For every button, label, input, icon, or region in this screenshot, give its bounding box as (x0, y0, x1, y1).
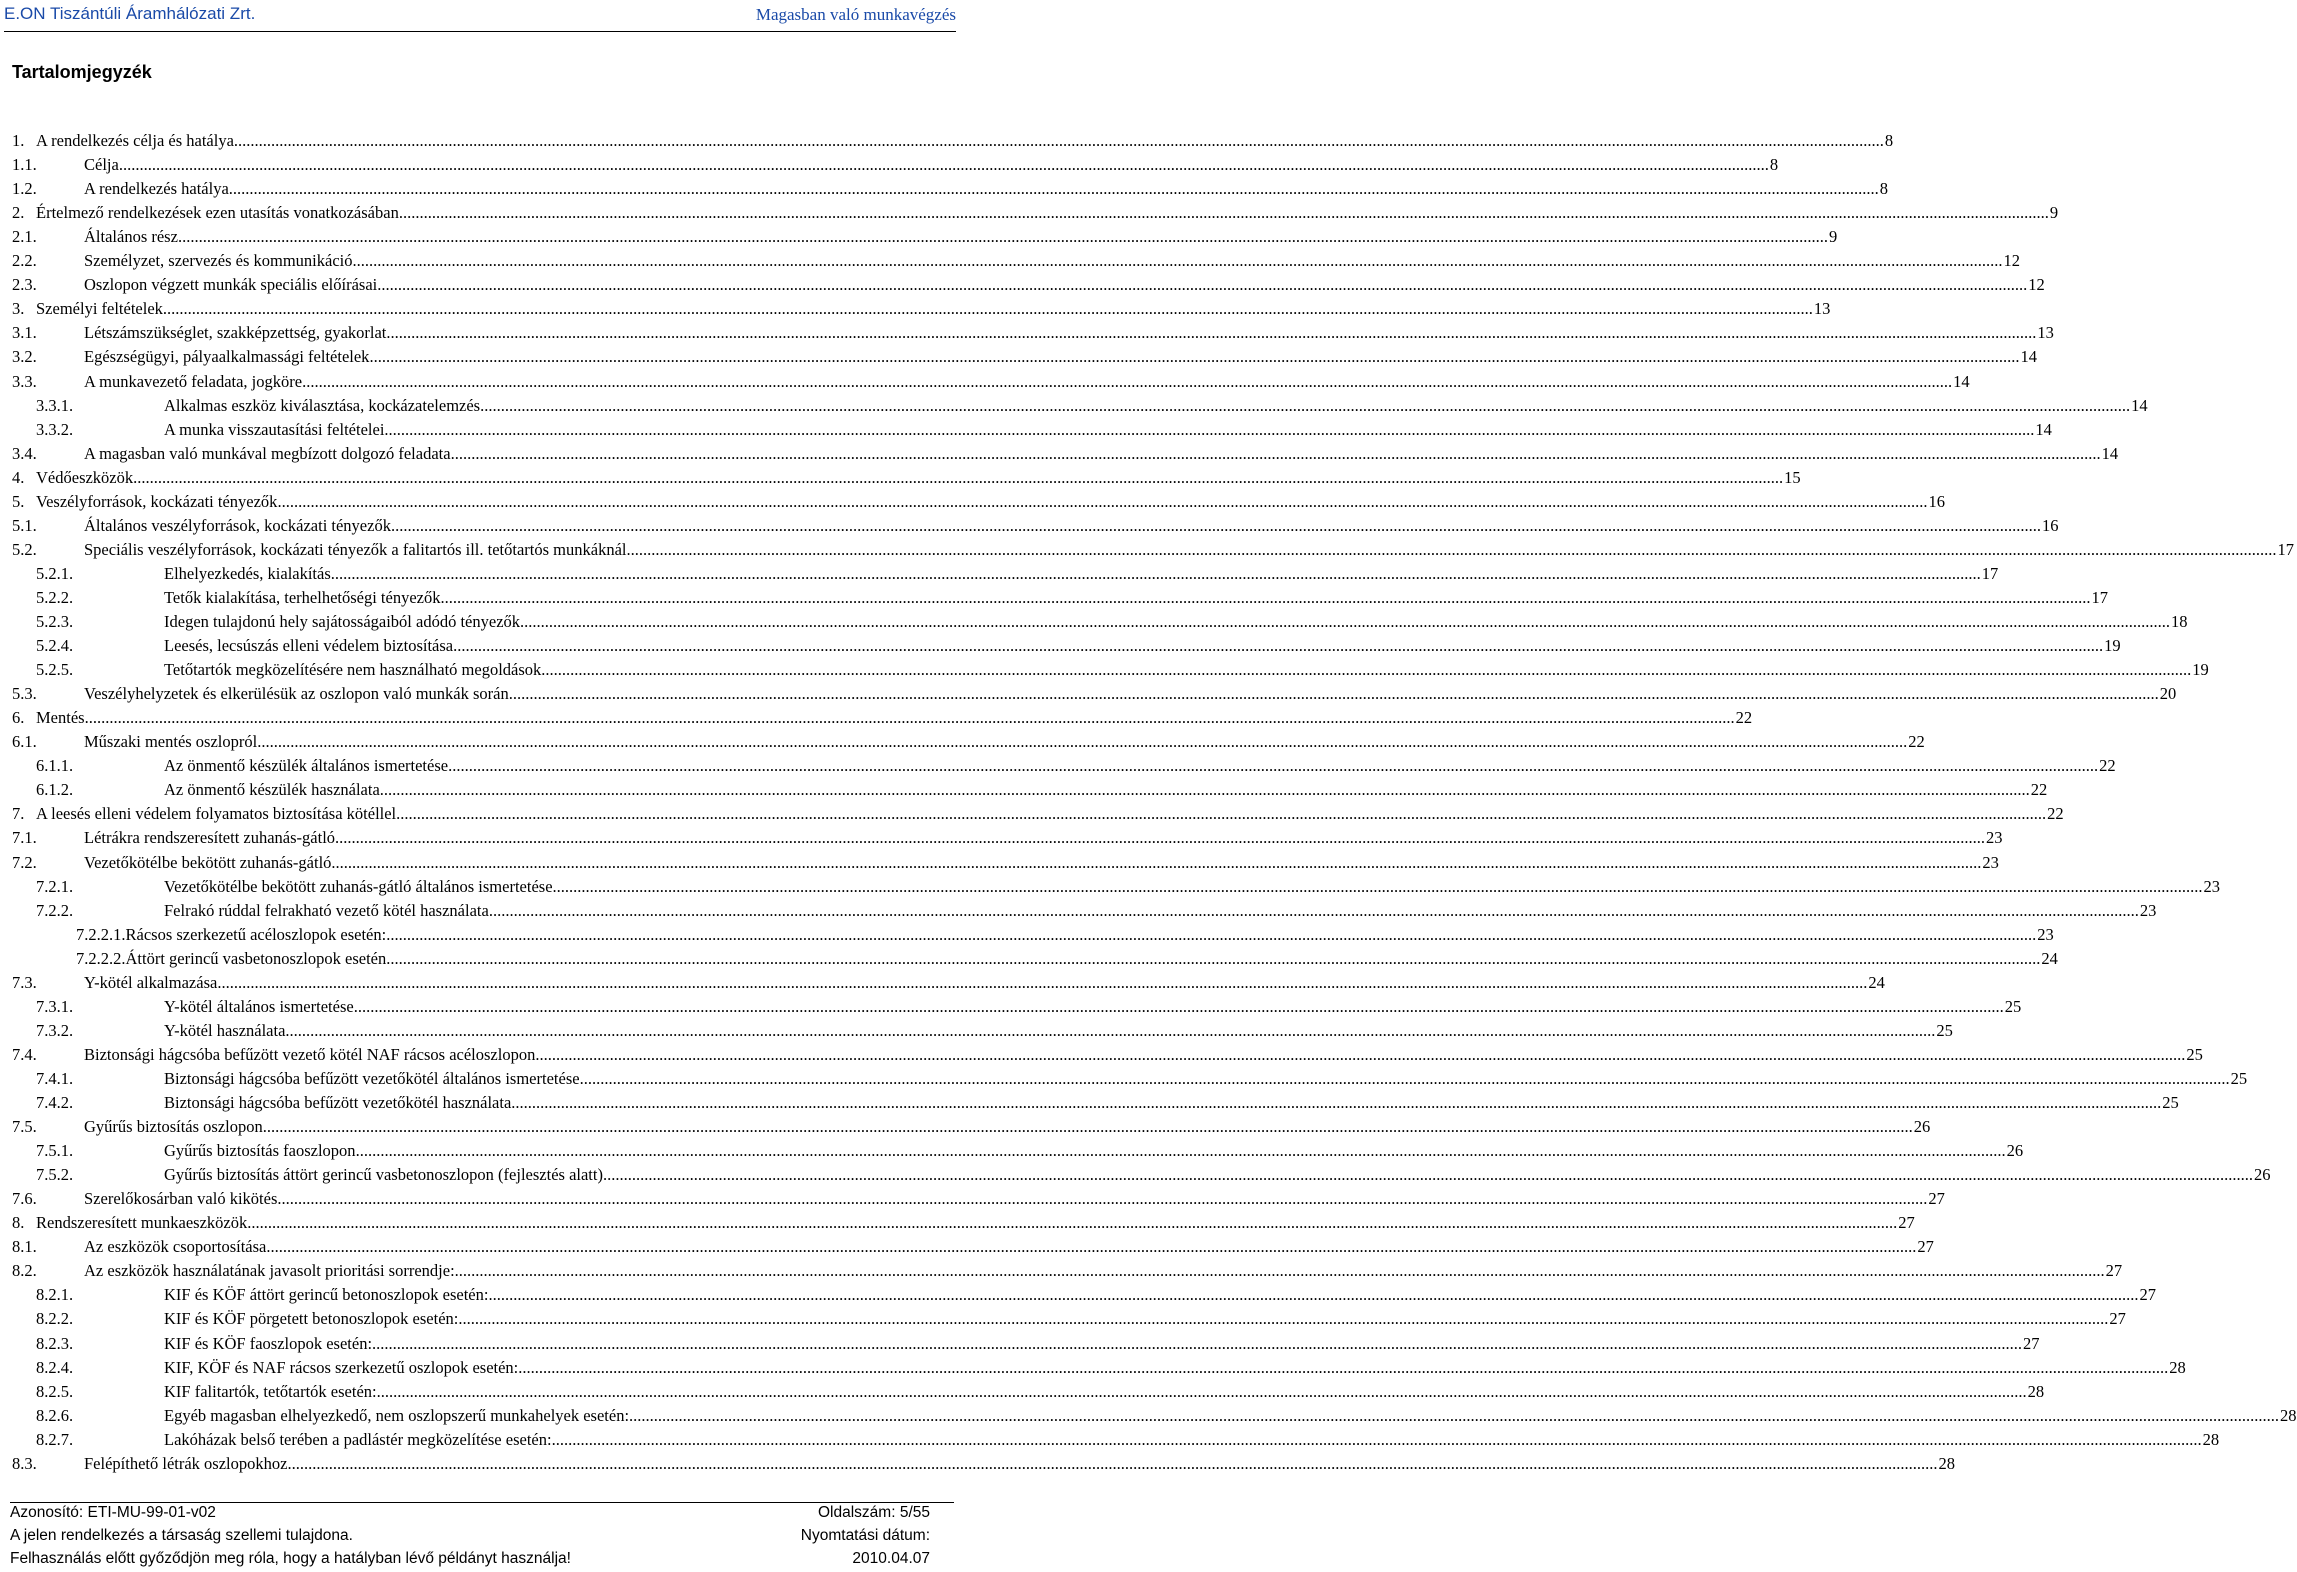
toc-entry-number: 3.4. (12, 443, 37, 463)
toc-leader-dots: ................................................................................................................................................................................................................................................................................................................................................................................................................ (453, 636, 2104, 656)
toc-leader-dots: ................................................................................................................................................................................................................................................................................................................................................................................................................ (302, 371, 1953, 391)
toc-entry-title: Rendszeresített munkaeszközök (36, 1213, 248, 1233)
footer-line-3 (10, 1550, 954, 1572)
toc-entry-page: 17 (2277, 539, 2294, 559)
toc-entry-number: 5.2.1. (36, 563, 74, 583)
toc-entry[interactable] (0, 706, 1753, 730)
toc-leader-dots: ................................................................................................................................................................................................................................................................................................................................................................................................................ (247, 1213, 1898, 1233)
toc-entry-page: 25 (2004, 996, 2022, 1016)
toc-entry-number: 7.2.2. (36, 900, 74, 920)
toc-entry[interactable] (0, 1259, 2123, 1283)
toc-entry-title: A munkavezető feladata, jogköre (84, 371, 303, 391)
toc-entry[interactable] (0, 778, 2048, 802)
toc-entry-number: 6. (12, 708, 25, 728)
toc-leader-dots: ................................................................................................................................................................................................................................................................................................................................................................................................................ (551, 1429, 2202, 1449)
toc-leader-dots: ................................................................................................................................................................................................................................................................................................................................................................................................................ (520, 612, 2171, 631)
toc-entry-number: 2.3. (12, 275, 37, 295)
toc-entry[interactable] (0, 345, 2037, 369)
toc-entry-number: 8.2. (12, 1261, 37, 1281)
toc-entry-number: 8. (12, 1213, 25, 1233)
toc-entry-number: 2. (12, 203, 25, 223)
toc-entry-number: 7.6. (12, 1189, 37, 1209)
toc-entry-title: Alkalmas eszköz kiválasztása, kockázatelemzés (164, 395, 481, 415)
toc-entry-title: Az önmentő készülék használata (164, 780, 380, 800)
toc-entry-page: 9 (2049, 203, 2059, 223)
toc-entry-number: 6.1. (12, 732, 37, 752)
toc-entry-page: 18 (2171, 612, 2188, 631)
toc-entry-number: 1.1. (12, 155, 37, 175)
toc-entry-page: 26 (2253, 1165, 2271, 1185)
toc-leader-dots: ................................................................................................................................................................................................................................................................................................................................................................................................................ (133, 467, 1784, 487)
footer-line-1 (10, 1504, 954, 1526)
toc-entry-page: 8 (1769, 155, 1779, 175)
toc-entry-page: 22 (1735, 708, 1753, 728)
toc-entry-title: Felrakó rúddal felrakható vezető kötél használata (164, 900, 489, 920)
toc-entry-number: 3. (12, 299, 25, 319)
toc-entry-title: Egészségügyi, pályaalkalmassági feltételek (84, 347, 370, 367)
toc-entry-title: A rendelkezés hatálya (84, 179, 229, 199)
toc-entry[interactable] (0, 321, 2054, 345)
toc-entry-title: KIF és KÖF faoszlopok esetén: (164, 1333, 373, 1353)
toc-leader-dots: ................................................................................................................................................................................................................................................................................................................................................................................................................ (266, 1237, 1917, 1257)
toc-entry-number: 7.4. (12, 1044, 37, 1064)
toc-entry-page: 28 (1938, 1453, 1955, 1473)
toc-entry-page: 27 (1898, 1213, 1915, 1233)
toc-leader-dots: ................................................................................................................................................................................................................................................................................................................................................................................................................ (228, 179, 1879, 199)
toc-entry-page: 14 (1953, 371, 1970, 391)
toc-title: Tartalomjegyzék (12, 62, 152, 82)
toc-leader-dots: ................................................................................................................................................................................................................................................................................................................................................................................................................ (458, 1309, 2109, 1329)
toc-entry[interactable] (0, 153, 1779, 177)
toc-entry-number: 3.3. (12, 371, 37, 391)
toc-leader-dots: ................................................................................................................................................................................................................................................................................................................................................................................................................ (372, 1333, 2023, 1353)
toc-entry-page: 25 (1936, 1020, 1953, 1040)
toc-entry[interactable] (0, 249, 2020, 273)
toc-leader-dots: ................................................................................................................................................................................................................................................................................................................................................................................................................ (398, 203, 2049, 223)
toc-entry-title: Speciális veszélyforrások, kockázati tényezők a falitartós ill. tetőtartós munkáknál (84, 539, 627, 559)
toc-leader-dots: ................................................................................................................................................................................................................................................................................................................................................................................................................ (355, 1141, 2006, 1161)
toc-leader-dots: ................................................................................................................................................................................................................................................................................................................................................................................................................ (518, 1357, 2169, 1377)
toc-entry-title: Gyűrűs biztosítás oszlopon (84, 1117, 263, 1137)
toc-entry-page: 16 (2041, 515, 2059, 535)
toc-entry-title: Személyi feltételek (36, 299, 163, 319)
toc-entry-title: Az eszközök csoportosítása (84, 1237, 267, 1257)
toc-entry-number: 7.4.2. (36, 1093, 74, 1112)
toc-entry-page: 9 (1828, 227, 1838, 247)
toc-entry[interactable] (0, 1356, 2186, 1380)
toc-entry-page: 23 (2139, 900, 2157, 920)
toc-entry-title: KIF, KÖF és NAF rácsos szerkezetű oszlopok esetén: (164, 1357, 519, 1377)
toc-entry-number: 2.1. (12, 227, 37, 247)
toc-entry[interactable] (0, 490, 1945, 514)
toc-entry-number: 6.1.1. (36, 756, 74, 776)
toc-entry[interactable] (0, 682, 2177, 706)
toc-leader-dots: ................................................................................................................................................................................................................................................................................................................................................................................................................ (629, 1405, 2280, 1425)
toc-entry-page: 27 (2105, 1261, 2123, 1281)
toc-entry-number: 1.2. (12, 179, 37, 199)
toc-entry[interactable] (0, 1163, 2271, 1187)
toc-leader-dots: ................................................................................................................................................................................................................................................................................................................................................................................................................ (84, 708, 1735, 728)
toc-leader-dots: ................................................................................................................................................................................................................................................................................................................................................................................................................ (626, 539, 2277, 559)
toc-leader-dots: ................................................................................................................................................................................................................................................................................................................................................................................................................ (262, 1117, 1913, 1137)
toc-entry-number: 3.1. (12, 323, 37, 343)
toc-leader-dots: ................................................................................................................................................................................................................................................................................................................................................................................................................ (386, 924, 2037, 944)
toc-entry-number: 7.5.1. (36, 1141, 74, 1161)
toc-entry-title: Szerelőkosárban való kikötés (84, 1189, 278, 1209)
toc-entry-title: Gyűrűs biztosítás áttört gerincű vasbetonoszlopon (fejlesztés alatt) (164, 1165, 603, 1185)
toc-entry[interactable] (0, 1115, 1931, 1139)
toc-entry-page: 27 (1917, 1237, 1934, 1257)
toc-entry-page: 27 (2109, 1309, 2126, 1329)
toc-leader-dots: ................................................................................................................................................................................................................................................................................................................................................................................................................ (353, 996, 2004, 1016)
toc-entry-number: 8.2.2. (36, 1309, 74, 1329)
toc-entry[interactable] (0, 1404, 2297, 1428)
toc-entry-page: 27 (1928, 1189, 1945, 1209)
toc-leader-dots: ................................................................................................................................................................................................................................................................................................................................................................................................................ (287, 1453, 1938, 1473)
toc-entry[interactable] (0, 297, 1831, 321)
toc-entry-page: 20 (2159, 684, 2177, 704)
toc-entry[interactable] (0, 634, 2121, 658)
toc-entry[interactable] (0, 1091, 2179, 1115)
toc-entry-number: 7.4.1. (36, 1068, 74, 1088)
toc-entry-number: 7.5. (12, 1117, 37, 1137)
toc-entry[interactable] (0, 1067, 2248, 1091)
toc-leader-dots: ................................................................................................................................................................................................................................................................................................................................................................................................................ (511, 1093, 2162, 1112)
toc-entry-title: Y-kötél használata (164, 1020, 286, 1040)
toc-entry-number: 7.1. (12, 828, 37, 848)
toc-entry[interactable] (0, 754, 2116, 778)
toc-entry-title: Veszélyhelyzetek és elkerülésük az oszlopon való munkák során (84, 684, 509, 704)
toc-entry-title: Oszlopon végzett munkák speciális előírásai (84, 275, 378, 295)
toc-entry-page: 25 (2186, 1044, 2203, 1064)
toc-entry[interactable] (0, 1139, 2024, 1163)
toc-entry-title: Vezetőkötélbe bekötött zuhanás-gátló általános ismertetése (164, 876, 553, 896)
toc-entry-title: Az önmentő készülék általános ismertetése (164, 756, 449, 776)
toc-entry-title: A magasban való munkával megbízott dolgozó feladata (84, 443, 451, 463)
toc-entry-title: Áttört gerincű vasbetonoszlopok esetén. (125, 948, 391, 968)
toc-entry[interactable] (0, 225, 1838, 249)
print-date: 2010.04.07 (852, 1550, 930, 1567)
toc-entry-page: 12 (2028, 275, 2045, 295)
toc-entry[interactable] (0, 802, 2064, 826)
toc-entry[interactable] (0, 394, 2148, 418)
toc-entry-page: 22 (2099, 756, 2116, 776)
toc-leader-dots: ................................................................................................................................................................................................................................................................................................................................................................................................................ (552, 876, 2203, 896)
toc-entry[interactable] (0, 1019, 1953, 1043)
toc-entry-page: 14 (2020, 347, 2037, 367)
toc-entry-title: Általános rész (84, 227, 178, 247)
toc-entry[interactable] (0, 610, 2188, 634)
toc-entry-number: 8.2.1. (36, 1285, 74, 1305)
toc-entry-page: 14 (2101, 443, 2119, 463)
toc-entry[interactable] (0, 1187, 1945, 1211)
toc-entry-page: 22 (2030, 780, 2048, 800)
toc-entry-title: Mentés (36, 708, 85, 728)
toc-entry[interactable] (0, 851, 1999, 875)
toc-entry-title: Az eszközök használatának javasolt prioritási sorrendje: (84, 1261, 455, 1281)
toc-leader-dots: ................................................................................................................................................................................................................................................................................................................................................................................................................ (450, 443, 2101, 463)
toc-entry-number: 7.2. (12, 852, 37, 872)
toc-entry[interactable] (0, 538, 2294, 562)
toc-entry[interactable] (0, 923, 2054, 947)
toc-leader-dots: ................................................................................................................................................................................................................................................................................................................................................................................................................ (480, 395, 2131, 415)
toc-entry-title: A rendelkezés célja és hatálya (36, 131, 234, 150)
toc-entry-number: 7.2.2.2. (76, 948, 126, 968)
toc-entry-page: 14 (2131, 395, 2148, 415)
toc-leader-dots: ................................................................................................................................................................................................................................................................................................................................................................................................................ (217, 972, 1868, 992)
toc-entry-page: 24 (1868, 972, 1885, 992)
toc-entry-page: 26 (1913, 1117, 1931, 1137)
toc-leader-dots: ................................................................................................................................................................................................................................................................................................................................................................................................................ (440, 587, 2091, 607)
toc-entry-title: Vezetőkötélbe bekötött zuhanás-gátló (84, 852, 332, 872)
toc-entry[interactable] (0, 1380, 2045, 1404)
toc-entry-title: Értelmező rendelkezések ezen utasítás vonatkozásában (36, 203, 399, 223)
toc-leader-dots: ................................................................................................................................................................................................................................................................................................................................................................................................................ (285, 1020, 1936, 1040)
toc-entry-number: 1. (12, 131, 25, 150)
toc-entry-number: 7.5.2. (36, 1165, 74, 1185)
ownership-note: A jelen rendelkezés a társaság szellemi tulajdona. (10, 1527, 353, 1544)
toc-entry[interactable] (0, 1452, 1955, 1476)
toc-leader-dots: ................................................................................................................................................................................................................................................................................................................................................................................................................ (508, 684, 2159, 704)
toc-entry-page: 17 (2091, 587, 2108, 607)
toc-entry-page: 19 (2104, 636, 2121, 656)
toc-entry[interactable] (0, 1307, 2126, 1331)
toc-leader-dots: ................................................................................................................................................................................................................................................................................................................................................................................................................ (396, 804, 2047, 824)
toc-entry-number: 5.2. (12, 539, 37, 559)
toc-entry-number: 8.2.3. (36, 1333, 74, 1353)
toc-entry-title: KIF és KÖF pörgetett betonoszlopok esetén: (164, 1309, 459, 1329)
toc-entry-number: 7.2.1. (36, 876, 74, 896)
toc-leader-dots: ................................................................................................................................................................................................................................................................................................................................................................................................................ (331, 852, 1982, 872)
toc-entry-page: 24 (2041, 948, 2058, 968)
toc-entry-page: 23 (2037, 924, 2054, 944)
toc-entry-number: 2.2. (12, 251, 37, 271)
toc-entry-page: 26 (2006, 1141, 2024, 1161)
toc-entry-page: 28 (2280, 1405, 2297, 1425)
toc-entry-page: 23 (1982, 852, 1999, 872)
toc-entry-title: A leesés elleni védelem folyamatos biztosítása kötéllel (36, 804, 397, 824)
toc-entry-number: 5.2.3. (36, 612, 74, 631)
toc-entry-page: 23 (2203, 876, 2221, 896)
toc-entry[interactable] (0, 586, 2108, 610)
page-header (4, 4, 956, 30)
toc-leader-dots: ................................................................................................................................................................................................................................................................................................................................................................................................................ (488, 900, 2139, 920)
toc-leader-dots: ................................................................................................................................................................................................................................................................................................................................................................................................................ (541, 660, 2192, 680)
toc-entry-title: Létrákra rendszeresített zuhanás-gátló (84, 828, 336, 848)
toc-entry-title: A munka visszautasítási feltételei (164, 419, 385, 439)
toc-leader-dots: ................................................................................................................................................................................................................................................................................................................................................................................................................ (379, 780, 2030, 800)
toc-entry-page: 8 (1884, 131, 1894, 150)
toc-entry-number: 8.2.6. (36, 1405, 74, 1425)
toc-entry-page: 25 (2162, 1093, 2179, 1112)
toc-entry-title: Y-kötél alkalmazása (84, 972, 218, 992)
toc-entry-title: Műszaki mentés oszlopról (84, 732, 258, 752)
toc-entry-page: 13 (2037, 323, 2054, 343)
toc-leader-dots: ................................................................................................................................................................................................................................................................................................................................................................................................................ (377, 275, 2028, 295)
toc-entry-page: 13 (1813, 299, 1831, 319)
toc-entry-number: 3.3.1. (36, 395, 74, 415)
toc-leader-dots: ................................................................................................................................................................................................................................................................................................................................................................................................................ (118, 155, 1769, 175)
toc-entry-title: Elhelyezkedés, kialakítás (164, 563, 331, 583)
toc-entry-number: 5.2.2. (36, 587, 74, 607)
toc-entry-title: Felépíthető létrák oszlopokhoz (84, 1453, 288, 1473)
toc-entry-page: 28 (2169, 1357, 2186, 1377)
print-date-label: Nyomtatási dátum: (800, 1527, 930, 1544)
toc-leader-dots: ................................................................................................................................................................................................................................................................................................................................................................................................................ (335, 828, 1986, 848)
toc-entry[interactable] (0, 1211, 1915, 1235)
toc-entry-number: 8.2.4. (36, 1357, 74, 1377)
toc-entry-title: KIF és KÖF áttört gerincű betonoszlopok esetén: (164, 1285, 489, 1305)
toc-entry[interactable] (0, 658, 2209, 682)
toc-entry[interactable] (0, 971, 1885, 995)
toc-entry-page: 15 (1784, 467, 1801, 487)
toc-leader-dots: ................................................................................................................................................................................................................................................................................................................................................................................................................ (488, 1285, 2139, 1305)
toc-entry-page: 19 (2192, 660, 2209, 680)
toc-entry-page: 27 (2139, 1285, 2156, 1305)
footer-rule (10, 1502, 954, 1503)
toc-entry-title: Veszélyforrások, kockázati tényezők (36, 491, 278, 511)
toc-entry-number: 3.2. (12, 347, 37, 367)
document-id: Azonosító: ETI-MU-99-01-v02 (10, 1504, 216, 1521)
toc-leader-dots: ................................................................................................................................................................................................................................................................................................................................................................................................................ (448, 756, 2099, 776)
toc-entry[interactable] (0, 899, 2157, 923)
toc-entry-number: 5. (12, 491, 25, 511)
toc-entry[interactable] (0, 1332, 2040, 1356)
toc-entry-number: 5.3. (12, 684, 37, 704)
toc-entry[interactable] (0, 201, 2059, 225)
toc-leader-dots: ................................................................................................................................................................................................................................................................................................................................................................................................................ (330, 563, 1981, 583)
header-rule (4, 31, 956, 32)
toc-entry-title: Y-kötél általános ismertetése (164, 996, 354, 1016)
toc-entry-title: KIF falitartók, tetőtartók esetén: (164, 1381, 377, 1401)
toc-entry-title: Célja (84, 155, 119, 175)
toc-entry-title: Létszámszükséglet, szakképzettség, gyakorlat (84, 323, 387, 343)
toc-entry-page: 22 (2047, 804, 2064, 824)
toc-entry-number: 5.1. (12, 515, 37, 535)
toc-entry[interactable] (0, 129, 1894, 153)
toc-entry[interactable] (0, 826, 2003, 850)
toc-entry[interactable] (0, 875, 2221, 899)
toc-entry-page: 25 (2230, 1068, 2248, 1088)
toc-leader-dots: ................................................................................................................................................................................................................................................................................................................................................................................................................ (352, 251, 2003, 271)
toc-entry-title: Gyűrűs biztosítás faoszlopon (164, 1141, 356, 1161)
toc-leader-dots: ................................................................................................................................................................................................................................................................................................................................................................................................................ (162, 299, 1813, 319)
toc-leader-dots: ................................................................................................................................................................................................................................................................................................................................................................................................................ (535, 1044, 2186, 1064)
toc-leader-dots: ................................................................................................................................................................................................................................................................................................................................................................................................................ (602, 1165, 2253, 1185)
toc-leader-dots: ................................................................................................................................................................................................................................................................................................................................................................................................................ (376, 1381, 2027, 1401)
toc-entry-title: Biztonsági hágcsóba befűzött vezetőkötél használata (164, 1093, 512, 1112)
toc-entry-number: 5.2.4. (36, 636, 74, 656)
toc-entry-number: 4. (12, 467, 25, 487)
page-number: Oldalszám: 5/55 (818, 1504, 930, 1521)
toc-leader-dots: ................................................................................................................................................................................................................................................................................................................................................................................................................ (390, 515, 2041, 535)
toc-leader-dots: ................................................................................................................................................................................................................................................................................................................................................................................................................ (277, 491, 1928, 511)
toc-entry-page: 17 (1981, 563, 1999, 583)
document-title: Magasban való munkavégzés (755, 5, 956, 24)
company-name: E.ON Tiszántúli Áramhálózati Zrt. (4, 4, 256, 23)
toc-entry[interactable] (0, 177, 1889, 201)
toc-entry-title: Általános veszélyforrások, kockázati tényezők (84, 515, 391, 535)
toc-leader-dots: ................................................................................................................................................................................................................................................................................................................................................................................................................ (579, 1068, 2230, 1088)
toc-entry[interactable] (0, 1235, 1934, 1259)
toc-entry-number: 7.3.2. (36, 1020, 74, 1040)
toc-entry-number: 7.2.2.1. (76, 924, 126, 944)
toc-leader-dots: ................................................................................................................................................................................................................................................................................................................................................................................................................ (277, 1189, 1928, 1209)
toc-entry-page: 23 (1986, 828, 2003, 848)
toc-leader-dots: ................................................................................................................................................................................................................................................................................................................................................................................................................ (384, 419, 2035, 439)
toc-entry-number: 8.1. (12, 1237, 37, 1257)
toc-leader-dots: ................................................................................................................................................................................................................................................................................................................................................................................................................ (257, 732, 1908, 752)
toc-entry-page: 28 (2027, 1381, 2045, 1401)
toc-entry-title: Rácsos szerkezetű acéloszlopok esetén: (125, 924, 387, 944)
toc-leader-dots: ................................................................................................................................................................................................................................................................................................................................................................................................................ (386, 323, 2037, 343)
toc-entry-page: 8 (1879, 179, 1889, 199)
toc-entry-number: 6.1.2. (36, 780, 74, 800)
toc-entry-number: 3.3.2. (36, 419, 74, 439)
toc-entry[interactable] (0, 1428, 2220, 1452)
toc-entry-title: Leesés, lecsúszás elleni védelem biztosítása (164, 636, 454, 656)
toc-leader-dots: ................................................................................................................................................................................................................................................................................................................................................................................................................ (233, 131, 1884, 150)
toc-entry[interactable] (0, 370, 1970, 394)
toc-entry-page: 14 (2035, 419, 2052, 439)
toc-leader-dots: ................................................................................................................................................................................................................................................................................................................................................................................................................ (369, 347, 2020, 367)
toc-entry-page: 12 (2003, 251, 2020, 271)
footer-line-2 (10, 1527, 954, 1549)
toc-entry-title: Biztonsági hágcsóba befűzött vezetőkötél általános ismertetése (164, 1068, 580, 1088)
toc-entry[interactable] (0, 442, 2119, 466)
toc-entry-title: Személyzet, szervezés és kommunikáció (84, 251, 353, 271)
toc-entry-title: Lakóházak belső terében a padlástér megközelítése esetén: (164, 1429, 552, 1449)
toc-entry-title: Védőeszközök (36, 467, 134, 487)
toc-entry-number: 5.2.5. (36, 660, 74, 680)
toc-entry-title: Biztonsági hágcsóba befűzött vezető kötél NAF rácsos acéloszlopon (84, 1044, 536, 1064)
toc-entry-number: 7. (12, 804, 25, 824)
toc-entry-number: 8.2.5. (36, 1381, 74, 1401)
toc-entry-title: Idegen tulajdonú hely sajátosságaiból adódó tényezők (164, 612, 521, 631)
toc-entry-title: Tetőtartók megközelítésére nem használható megoldások (164, 660, 542, 680)
toc-entry[interactable] (0, 947, 2058, 971)
toc-entry-page: 22 (1908, 732, 1925, 752)
toc-entry-number: 8.3. (12, 1453, 37, 1473)
toc-leader-dots: ................................................................................................................................................................................................................................................................................................................................................................................................................ (454, 1261, 2105, 1281)
toc-entry[interactable] (0, 730, 1925, 754)
toc-leader-dots: ................................................................................................................................................................................................................................................................................................................................................................................................................ (390, 948, 2041, 968)
toc-entry[interactable] (0, 273, 2045, 297)
toc-entry-number: 7.3. (12, 972, 37, 992)
toc-entry-page: 27 (2023, 1333, 2040, 1353)
toc-entry[interactable] (0, 1283, 2156, 1307)
toc-entry[interactable] (0, 562, 1999, 586)
validity-warning: Felhasználás előtt győződjön meg róla, hogy a hatályban lévő példányt használja! (10, 1550, 571, 1567)
toc-entry[interactable] (0, 418, 2052, 442)
toc-entry[interactable] (0, 466, 1801, 490)
toc-entry[interactable] (0, 514, 2059, 538)
toc-entry-title: Egyéb magasban elhelyezkedő, nem oszlopszerű munkahelyek esetén: (164, 1405, 630, 1425)
toc-entry-number: 7.3.1. (36, 996, 74, 1016)
toc-entry-number: 8.2.7. (36, 1429, 74, 1449)
toc-entry-title: Tetők kialakítása, terhelhetőségi tényezők (164, 587, 441, 607)
toc-entry-page: 16 (1928, 491, 1945, 511)
toc-entry[interactable] (0, 995, 2022, 1019)
toc-entry[interactable] (0, 1043, 2203, 1067)
toc-leader-dots: ................................................................................................................................................................................................................................................................................................................................................................................................................ (177, 227, 1828, 247)
toc-entry-page: 28 (2202, 1429, 2220, 1449)
